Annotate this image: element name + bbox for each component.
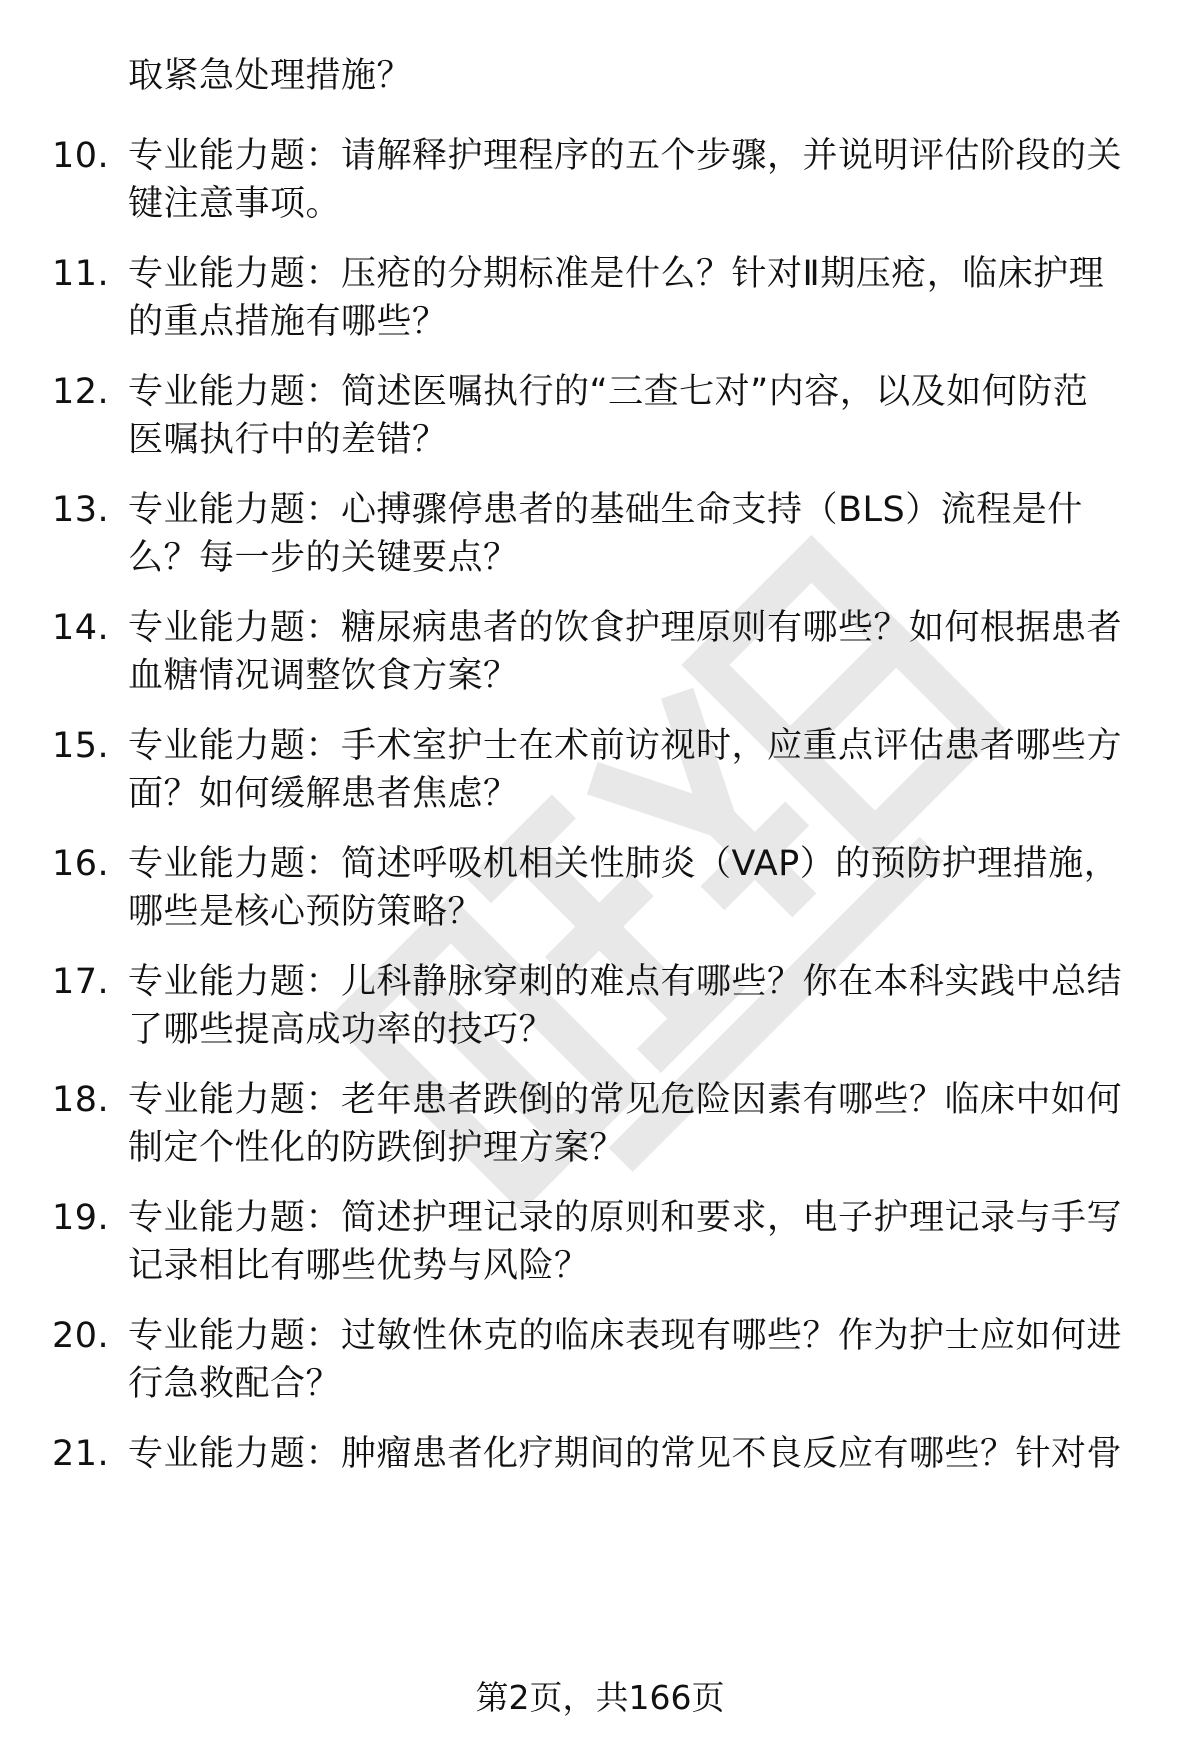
question-number: 12. xyxy=(52,372,110,412)
question-number: 17. xyxy=(52,962,110,1002)
question-text-line: 专业能力题：糖尿病患者的饮食护理原则有哪些？如何根据患者 xyxy=(128,608,1123,648)
question-number: 14. xyxy=(52,608,110,648)
question-text-line: 专业能力题：简述护理记录的原则和要求，电子护理记录与手写 xyxy=(128,1198,1123,1238)
question-number: 15. xyxy=(52,726,110,766)
question-text-line: 专业能力题：简述医嘱执行的“三查七对”内容，以及如何防范 xyxy=(128,372,1089,412)
question-text-line: 专业能力题：心搏骤停患者的基础生命支持（BLS）流程是什 xyxy=(128,490,1083,530)
question-text-line: 键注意事项。 xyxy=(128,184,342,224)
continuation-text: 取紧急处理措施？ xyxy=(128,56,413,96)
question-number: 10. xyxy=(52,136,110,176)
question-text-line: 专业能力题：肿瘤患者化疗期间的常见不良反应有哪些？针对骨 xyxy=(128,1434,1123,1474)
question-text-line: 制定个性化的防跌倒护理方案？ xyxy=(128,1128,626,1168)
question-text-line: 专业能力题：儿科静脉穿刺的难点有哪些？你在本科实践中总结 xyxy=(128,962,1123,1002)
question-text-line: 专业能力题：手术室护士在术前访视时，应重点评估患者哪些方 xyxy=(128,726,1123,766)
question-number: 21. xyxy=(52,1434,110,1474)
question-number: 20. xyxy=(52,1316,110,1356)
question-number: 16. xyxy=(52,844,110,884)
question-text-line: 了哪些提高成功率的技巧？ xyxy=(128,1010,555,1050)
question-text-line: 记录相比有哪些优势与风险？ xyxy=(128,1246,590,1286)
question-text-line: 专业能力题：老年患者跌倒的常见危险因素有哪些？临床中如何 xyxy=(128,1080,1123,1120)
question-text-line: 面？如何缓解患者焦虑？ xyxy=(128,774,519,814)
question-text-line: 专业能力题：简述呼吸机相关性肺炎（VAP）的预防护理措施， xyxy=(128,844,1120,884)
question-text-line: 血糖情况调整饮食方案？ xyxy=(128,656,519,696)
question-number: 18. xyxy=(52,1080,110,1120)
question-text-line: 么？每一步的关键要点？ xyxy=(128,538,519,578)
question-text-line: 专业能力题：压疮的分期标准是什么？针对Ⅱ期压疮，临床护理 xyxy=(128,254,1105,294)
question-text-line: 医嘱执行中的差错？ xyxy=(128,420,448,460)
question-number: 19. xyxy=(52,1198,110,1238)
page-footer: 第2页，共166页 xyxy=(475,1678,725,1717)
question-text-line: 哪些是核心预防策略？ xyxy=(128,892,484,932)
question-text-line: 的重点措施有哪些？ xyxy=(128,302,448,342)
question-number: 13. xyxy=(52,490,110,530)
question-text-line: 专业能力题：过敏性休克的临床表现有哪些？作为护士应如何进 xyxy=(128,1316,1123,1356)
question-number: 11. xyxy=(52,254,110,294)
question-text-line: 行急救配合？ xyxy=(128,1364,342,1404)
question-text-line: 专业能力题：请解释护理程序的五个步骤，并说明评估阶段的关 xyxy=(128,136,1123,176)
